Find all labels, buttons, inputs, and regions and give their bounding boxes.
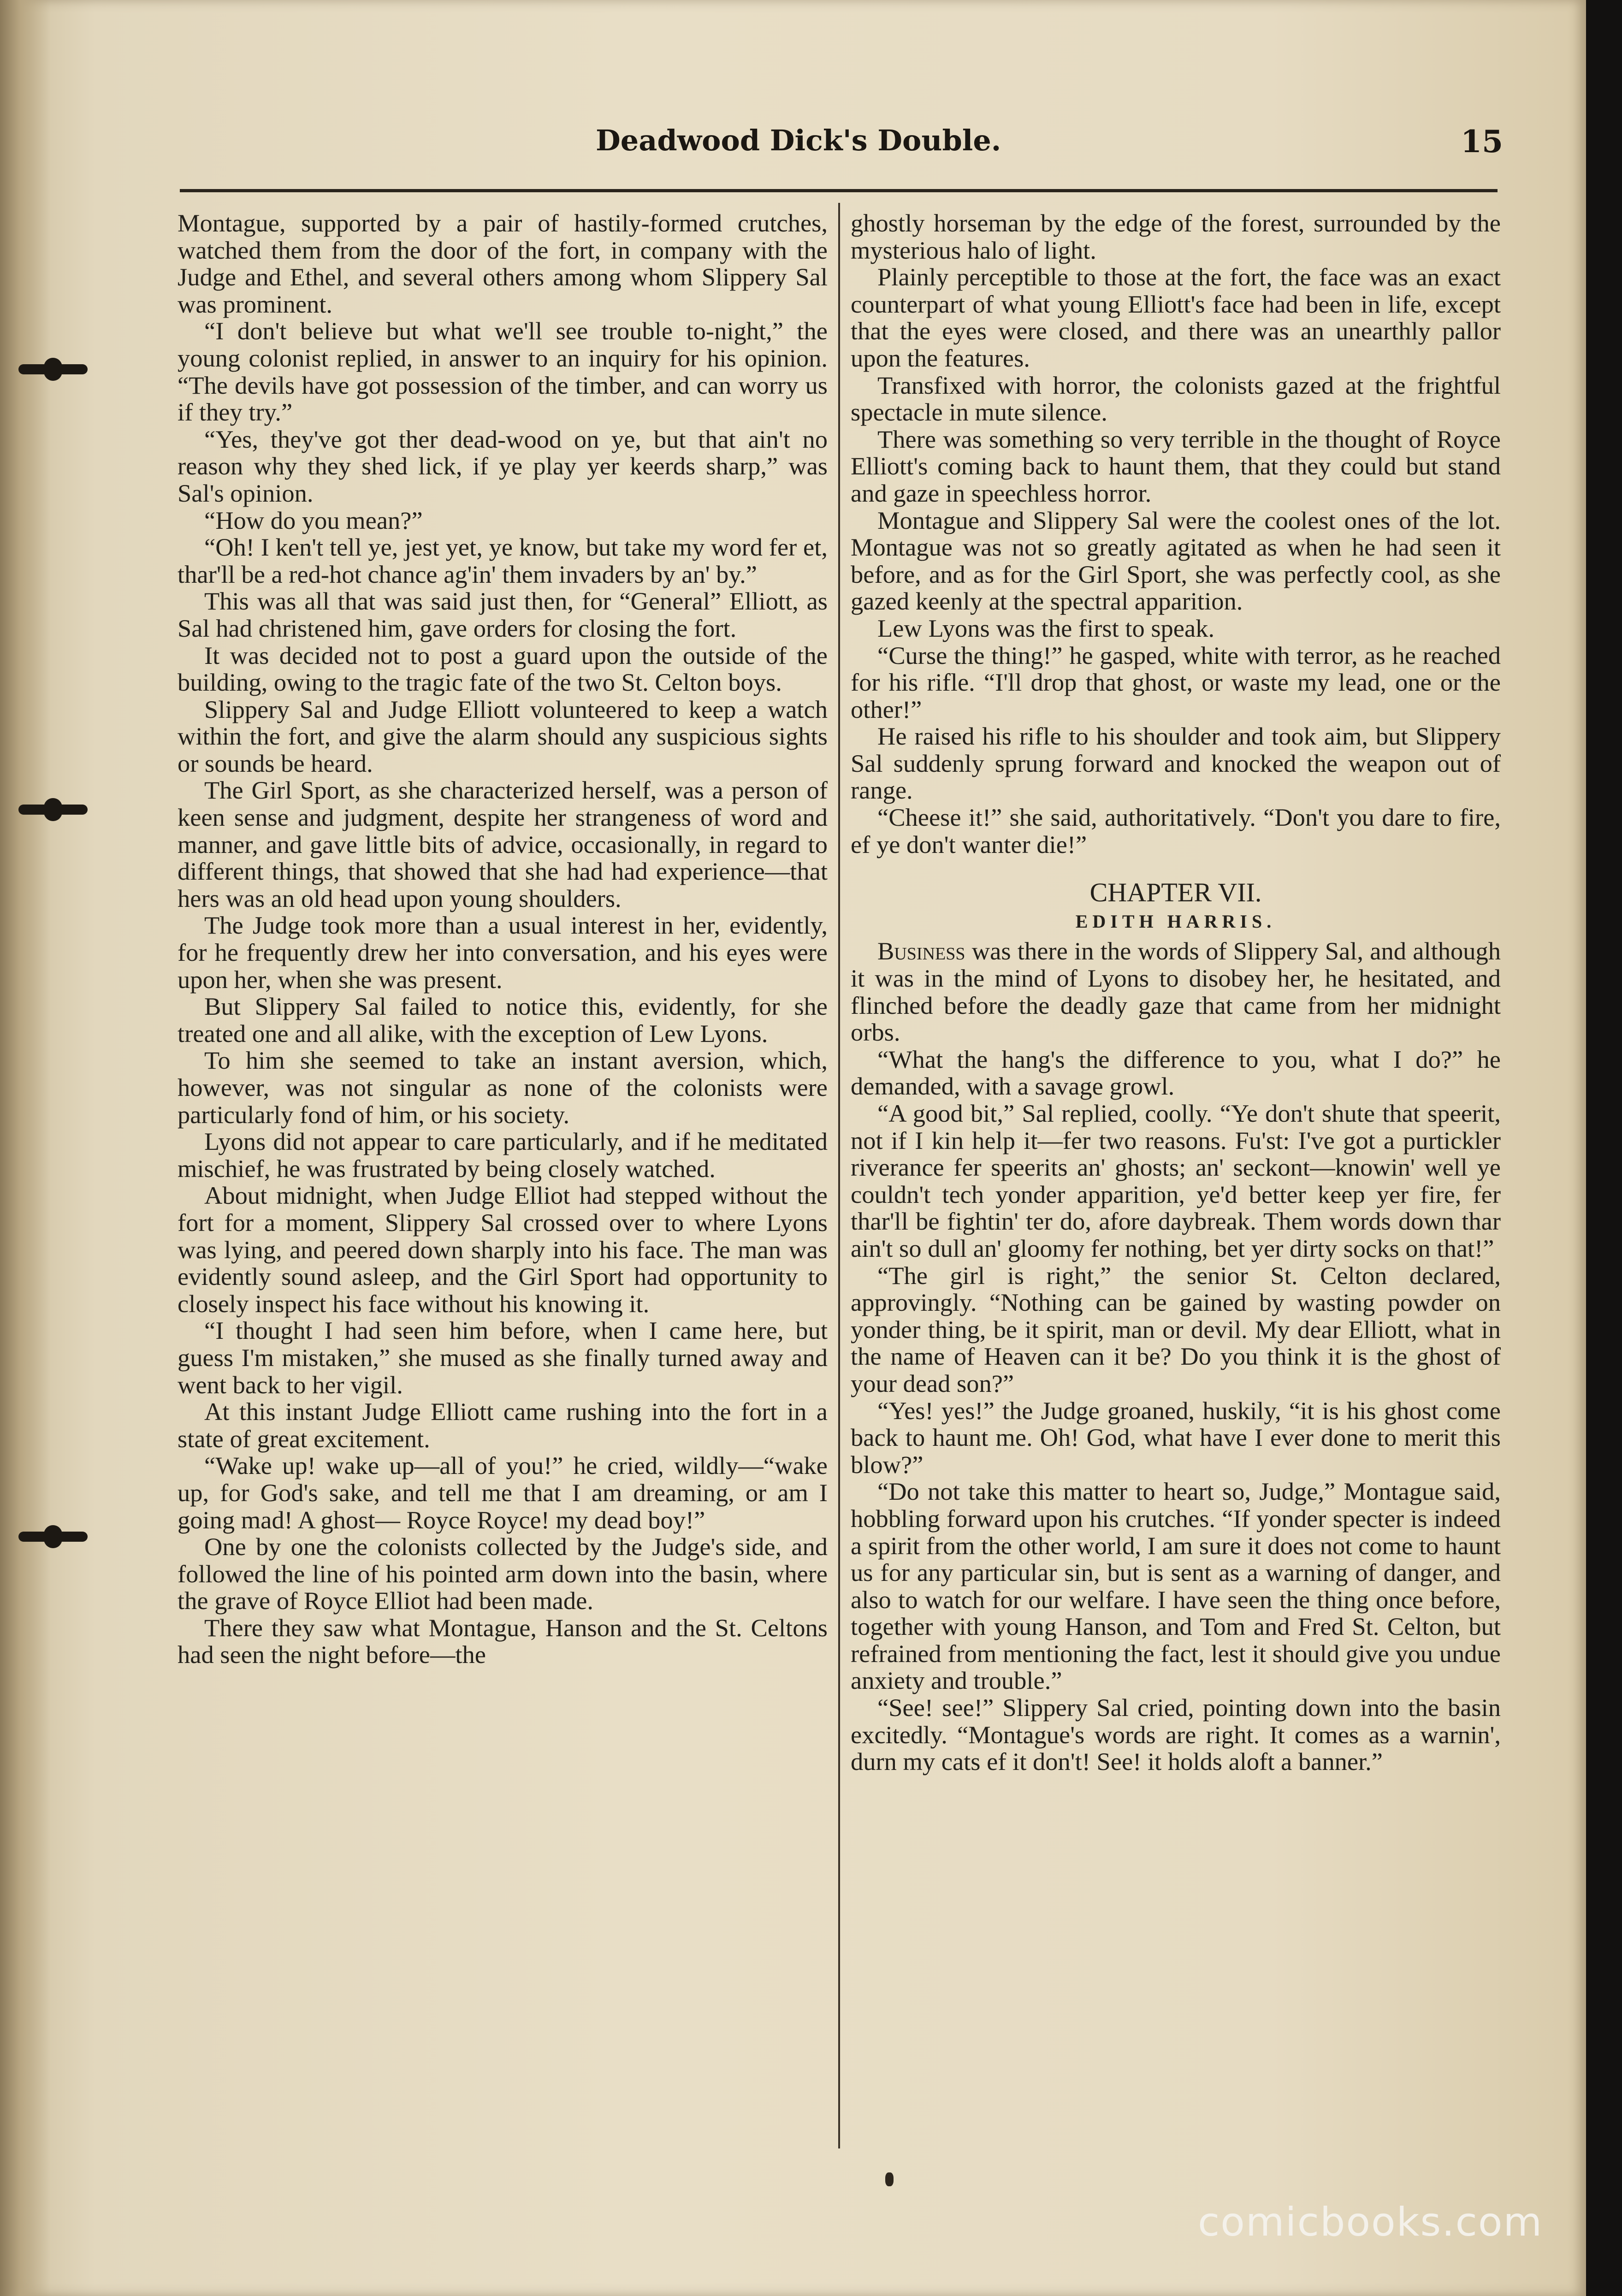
paragraph: This was all that was said just then, for “General” Elliott, as Sal had christened him, gave orders for closing the fort. <box>178 587 828 642</box>
paragraph: Transfixed with horror, the colonists gazed at the frightful spectacle in mute silence. <box>851 371 1501 426</box>
paragraph: “Oh! I ken't tell ye, jest yet, ye know, but take my word fer et, thar'll be a red-hot chance ag'in' them invaders by an' by.” <box>178 533 828 588</box>
chapter-heading: CHAPTER VII. <box>1089 877 1262 908</box>
running-title: Deadwood Dick's Double. <box>596 124 1001 157</box>
paragraph: “What the hang's the difference to you, what I do?” he demanded, with a savage growl. <box>851 1045 1501 1101</box>
column-divider <box>838 203 840 2148</box>
paragraph: Slippery Sal and Judge Elliott volunteered to keep a watch within the fort, and give the alarm should any suspicious sights or sounds be heard. <box>178 695 828 777</box>
chapter-first-paragraph: was there in the words of Slippery Sal, and although it was in the mind of Lyons to disobey her, he hesitated, and flinched before the deadly gaze that came from her midnight orbs. <box>851 937 1501 1047</box>
paragraph: Montague and Slippery Sal were the coolest ones of the lot. Montague was not so greatly agitated as when he had seen it before, and as for the Girl Sport, she was perfectly cool, as she gazed keenly at the spectral apparition. <box>851 506 1501 615</box>
paragraph: “Yes, they've got ther dead-wood on ye, but that ain't no reason why they shed lick, if ye play yer keerds sharp,” was Sal's opinion. <box>178 425 828 507</box>
paragraph: ghostly horseman by the edge of the forest, surrounded by the mysterious halo of light. <box>851 209 1501 264</box>
paragraph: “The girl is right,” the senior St. Celton declared, approvingly. “Nothing can be gained by wasting powder on yonder thing, be it spirit, man or devil. My dear Elliott, what in the name of Heaven can it be? Do you think it is the ghost of your dead son?” <box>851 1261 1501 1397</box>
paragraph: About midnight, when Judge Elliot had stepped without the fort for a moment, Slippery Sal crossed over to where Lyons was lying, and peered down sharply into his face. The man was evidently sound asleep, and the Girl Sport had opportunity to closely inspect his face without his knowing it. <box>178 1181 828 1318</box>
right-column <box>851 210 1501 1775</box>
paragraph: He raised his rifle to his shoulder and took aim, but Slippery Sal suddenly sprung forward and knocked the weapon out of range. <box>851 722 1501 805</box>
paragraph: Montague, supported by a pair of hastily-formed crutches, watched them from the door of the fort, in company with the Judge and Ethel, and several others among whom Slippery Sal was prominent. <box>178 209 828 318</box>
paragraph: At this instant Judge Elliott came rushing into the fort in a state of great excitement. <box>178 1397 828 1453</box>
paragraph: To him she seemed to take an instant aversion, which, however, was not singular as none of the colonists were particularly fond of him, or his society. <box>178 1046 828 1129</box>
paragraph: Plainly perceptible to those at the fort, the face was an exact counterpart of what young Elliott's face had been in life, except that the eyes were closed, and there was an unearthly pallor upon the features. <box>851 263 1501 372</box>
paragraph: But Slippery Sal failed to notice this, evidently, for she treated one and all alike, with the exception of Lew Lyons. <box>178 992 828 1047</box>
paragraph: “How do you mean?” <box>204 506 423 534</box>
paragraph: “A good bit,” Sal replied, coolly. “Ye don't shute that speerit, not if I kin help it—fer two reasons. Fu'st: I've got a purtickler riverance fer speerits an' ghosts; an' seckont—knowin' well ye couldn't tech yonder apparition, ye'd better keep yer fire, fer thar'll be fightin' ter do, afore daybreak. Them words down thar ain't so dull an' gloomy fer nothing, bet yer dirty socks on that!” <box>851 1099 1501 1262</box>
paragraph: “See! see!” Slippery Sal cried, pointing down into the basin excitedly. “Montague's words are right. It comes as a warnin', durn my cats ef it don't! See! it holds aloft a banner.” <box>851 1693 1501 1776</box>
page-header <box>175 124 1503 174</box>
binding-stitch <box>18 364 88 374</box>
page-binding-edge <box>0 0 51 2296</box>
header-rule <box>180 189 1498 192</box>
paragraph: The Judge took more than a usual interest in her, evidently, for he frequently drew her into conversation, and his eyes were upon her, when she was present. <box>178 911 828 994</box>
left-column <box>178 210 828 1669</box>
paragraph: There was something so very terrible in the thought of Royce Elliott's coming back to haunt them, that they could but stand and gaze in speechless horror. <box>851 425 1501 507</box>
paragraph: Lew Lyons was the first to speak. <box>877 614 1215 642</box>
paragraph: The Girl Sport, as she characterized herself, was a person of keen sense and judgment, despite her strangeness of word and manner, and gave little bits of advice, occasionally, in regard to different things, that showed that she had had experience—that hers was an old head upon young shoulders. <box>178 776 828 912</box>
chapter-subtitle: EDITH HARRIS. <box>1075 911 1276 932</box>
paragraph: “Wake up! wake up—all of you!” he cried, wildly—“wake up, for God's sake, and tell me that I am dreaming, or am I going mad! A ghost— Royce Royce! my dead boy!” <box>178 1451 828 1534</box>
binding-stitch <box>18 805 88 815</box>
ink-blot <box>885 2172 894 2186</box>
paragraph: “I don't believe but what we'll see trouble to-night,” the young colonist replied, in answer to an inquiry for his opinion. “The devils have got possession of the timber, and can worry us if they try.” <box>178 317 828 426</box>
paragraph: It was decided not to post a guard upon the outside of the building, owing to the tragic fate of the two St. Celton boys. <box>178 641 828 697</box>
chapter-first-word: Business <box>877 937 965 965</box>
binding-stitch <box>18 1532 88 1542</box>
paragraph <box>851 938 1501 1046</box>
paragraph: “Do not take this matter to heart so, Judge,” Montague said, hobbling forward upon his crutches. “If yonder specter is indeed a spirit from the other world, I am sure it does not come to haunt us for any particular sin, but is sent as a warning of danger, and also to watch for our welfare. I have seen the thing once before, together with young Hanson, and Tom and Fred St. Celton, but refrained from mentioning the fact, lest it should give you undue anxiety and trouble.” <box>851 1477 1501 1695</box>
paragraph: “Curse the thing!” he gasped, white with terror, as he reached for his rifle. “I'll drop that ghost, or waste my lead, one or the other!” <box>851 641 1501 723</box>
paragraph: Lyons did not appear to care particularly, and if he meditated mischief, he was frustrated by being closely watched. <box>178 1127 828 1183</box>
paragraph: “I thought I had seen him before, when I came here, but guess I'm mistaken,” she mused as she finally turned away and went back to her vigil. <box>178 1316 828 1399</box>
watermark: comicbooks.com <box>1198 2199 1543 2245</box>
paragraph: “Cheese it!” she said, authoritatively. “Don't you dare to fire, ef ye don't wanter die!” <box>851 803 1501 858</box>
page-number: 15 <box>1461 124 1503 160</box>
paragraph: One by one the colonists collected by the Judge's side, and followed the line of his pointed arm down into the basin, where the grave of Royce Elliot had been made. <box>178 1533 828 1615</box>
paragraph: There they saw what Montague, Hanson and the St. Celtons had seen the night before—the <box>178 1613 828 1669</box>
paragraph: “Yes! yes!” the Judge groaned, huskily, “it is his ghost come back to haunt me. Oh! God, what have I ever done to merit this blow?” <box>851 1396 1501 1479</box>
